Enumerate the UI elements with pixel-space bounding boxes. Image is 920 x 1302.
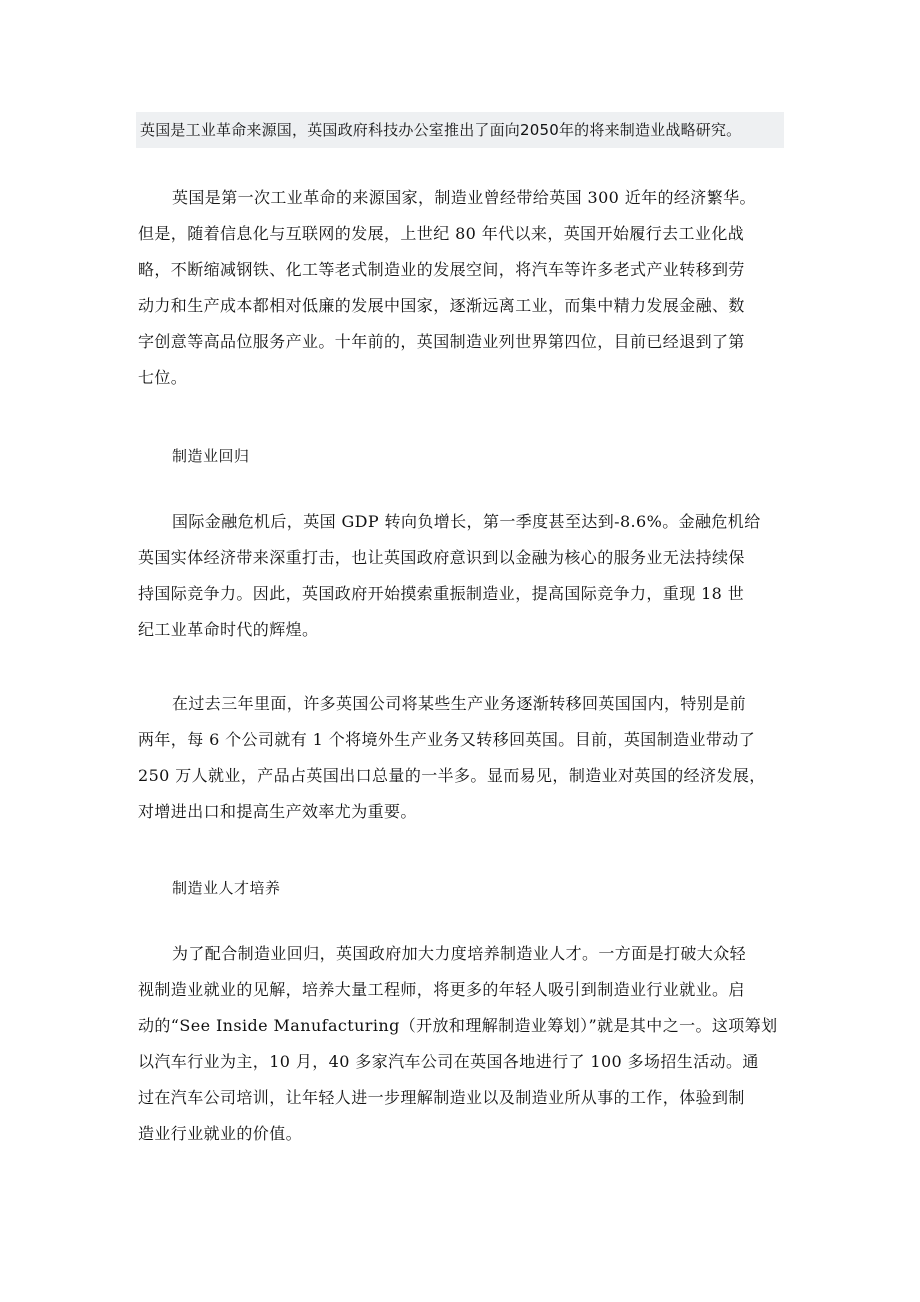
- text-line: 250 万人就业，产品占英国出口总量的一半多。显而易见，制造业对英国的经济发展，: [138, 766, 766, 785]
- text-line: 七位。: [138, 368, 188, 387]
- text-line: 视制造业就业的见解，培养大量工程师，将更多的年轻人吸引到制造业行业就业。启: [138, 980, 745, 999]
- section-heading-manufacturing-return: 制造业回归: [172, 447, 250, 465]
- text-line: 持国际竞争力。因此，英国政府开始摸索重振制造业，提高国际竞争力，重现 18 世: [138, 584, 745, 603]
- text-line: 略，不断缩减钢铁、化工等老式制造业的发展空间，将汽车等许多老式产业转移到劳: [138, 260, 745, 279]
- text-line: 以汽车行业为主，10 月，40 多家汽车公司在英国各地进行了 100 多场招生活动。通: [138, 1052, 759, 1071]
- paragraph-reshoring: [138, 686, 798, 830]
- paragraph-talent: [138, 936, 798, 1152]
- text-line: 纪工业革命时代的辉煌。: [138, 620, 319, 639]
- text-line: 两年，每 6 个公司就有 1 个将境外生产业务又转移回英国。目前，英国制造业带动了: [138, 730, 756, 749]
- text-line: 但是，随着信息化与互联网的发展，上世纪 80 年代以来，英国开始履行去工业化战: [138, 224, 745, 243]
- text-line: 在过去三年里面，许多英国公司将某些生产业务逐渐转移回英国国内，特别是前: [172, 694, 747, 713]
- text-line: 动力和生产成本都相对低廉的发展中国家，逐渐远离工业，而集中精力发展金融、数: [138, 296, 745, 315]
- text-line: 造业行业就业的价值。: [138, 1124, 303, 1143]
- text-line: 英国是第一次工业革命的来源国家，制造业曾经带给英国 300 近年的经济繁华。: [172, 188, 756, 207]
- text-line: 为了配合制造业回归，英国政府加大力度培养制造业人才。一方面是打破大众轻: [172, 944, 747, 963]
- text-line: 动的“See Inside Manufacturing（开放和理解制造业筹划）”就是其中之一。这项筹划: [138, 1016, 778, 1035]
- paragraph-intro: [138, 180, 798, 396]
- text-line: 对增进出口和提高生产效率尤为重要。: [138, 802, 417, 821]
- text-line: 字创意等高品位服务产业。十年前的，英国制造业列世界第四位，目前已经退到了第: [138, 332, 745, 351]
- paragraph-financial-crisis: [138, 504, 798, 648]
- text-line: 国际金融危机后，英国 GDP 转向负增长，第一季度甚至达到-8.6%。金融危机给: [172, 512, 761, 531]
- text-line: 英国实体经济带来深重打击，也让英国政府意识到以金融为核心的服务业无法持续保: [138, 548, 745, 567]
- summary-banner: 英国是工业革命来源国，英国政府科技办公室推出了面向2050年的将来制造业战略研究。: [136, 112, 784, 148]
- text-line: 过在汽车公司培训，让年轻人进一步理解制造业以及制造业所从事的工作，体验到制: [138, 1088, 745, 1107]
- section-heading-talent-training: 制造业人才培养: [172, 879, 281, 897]
